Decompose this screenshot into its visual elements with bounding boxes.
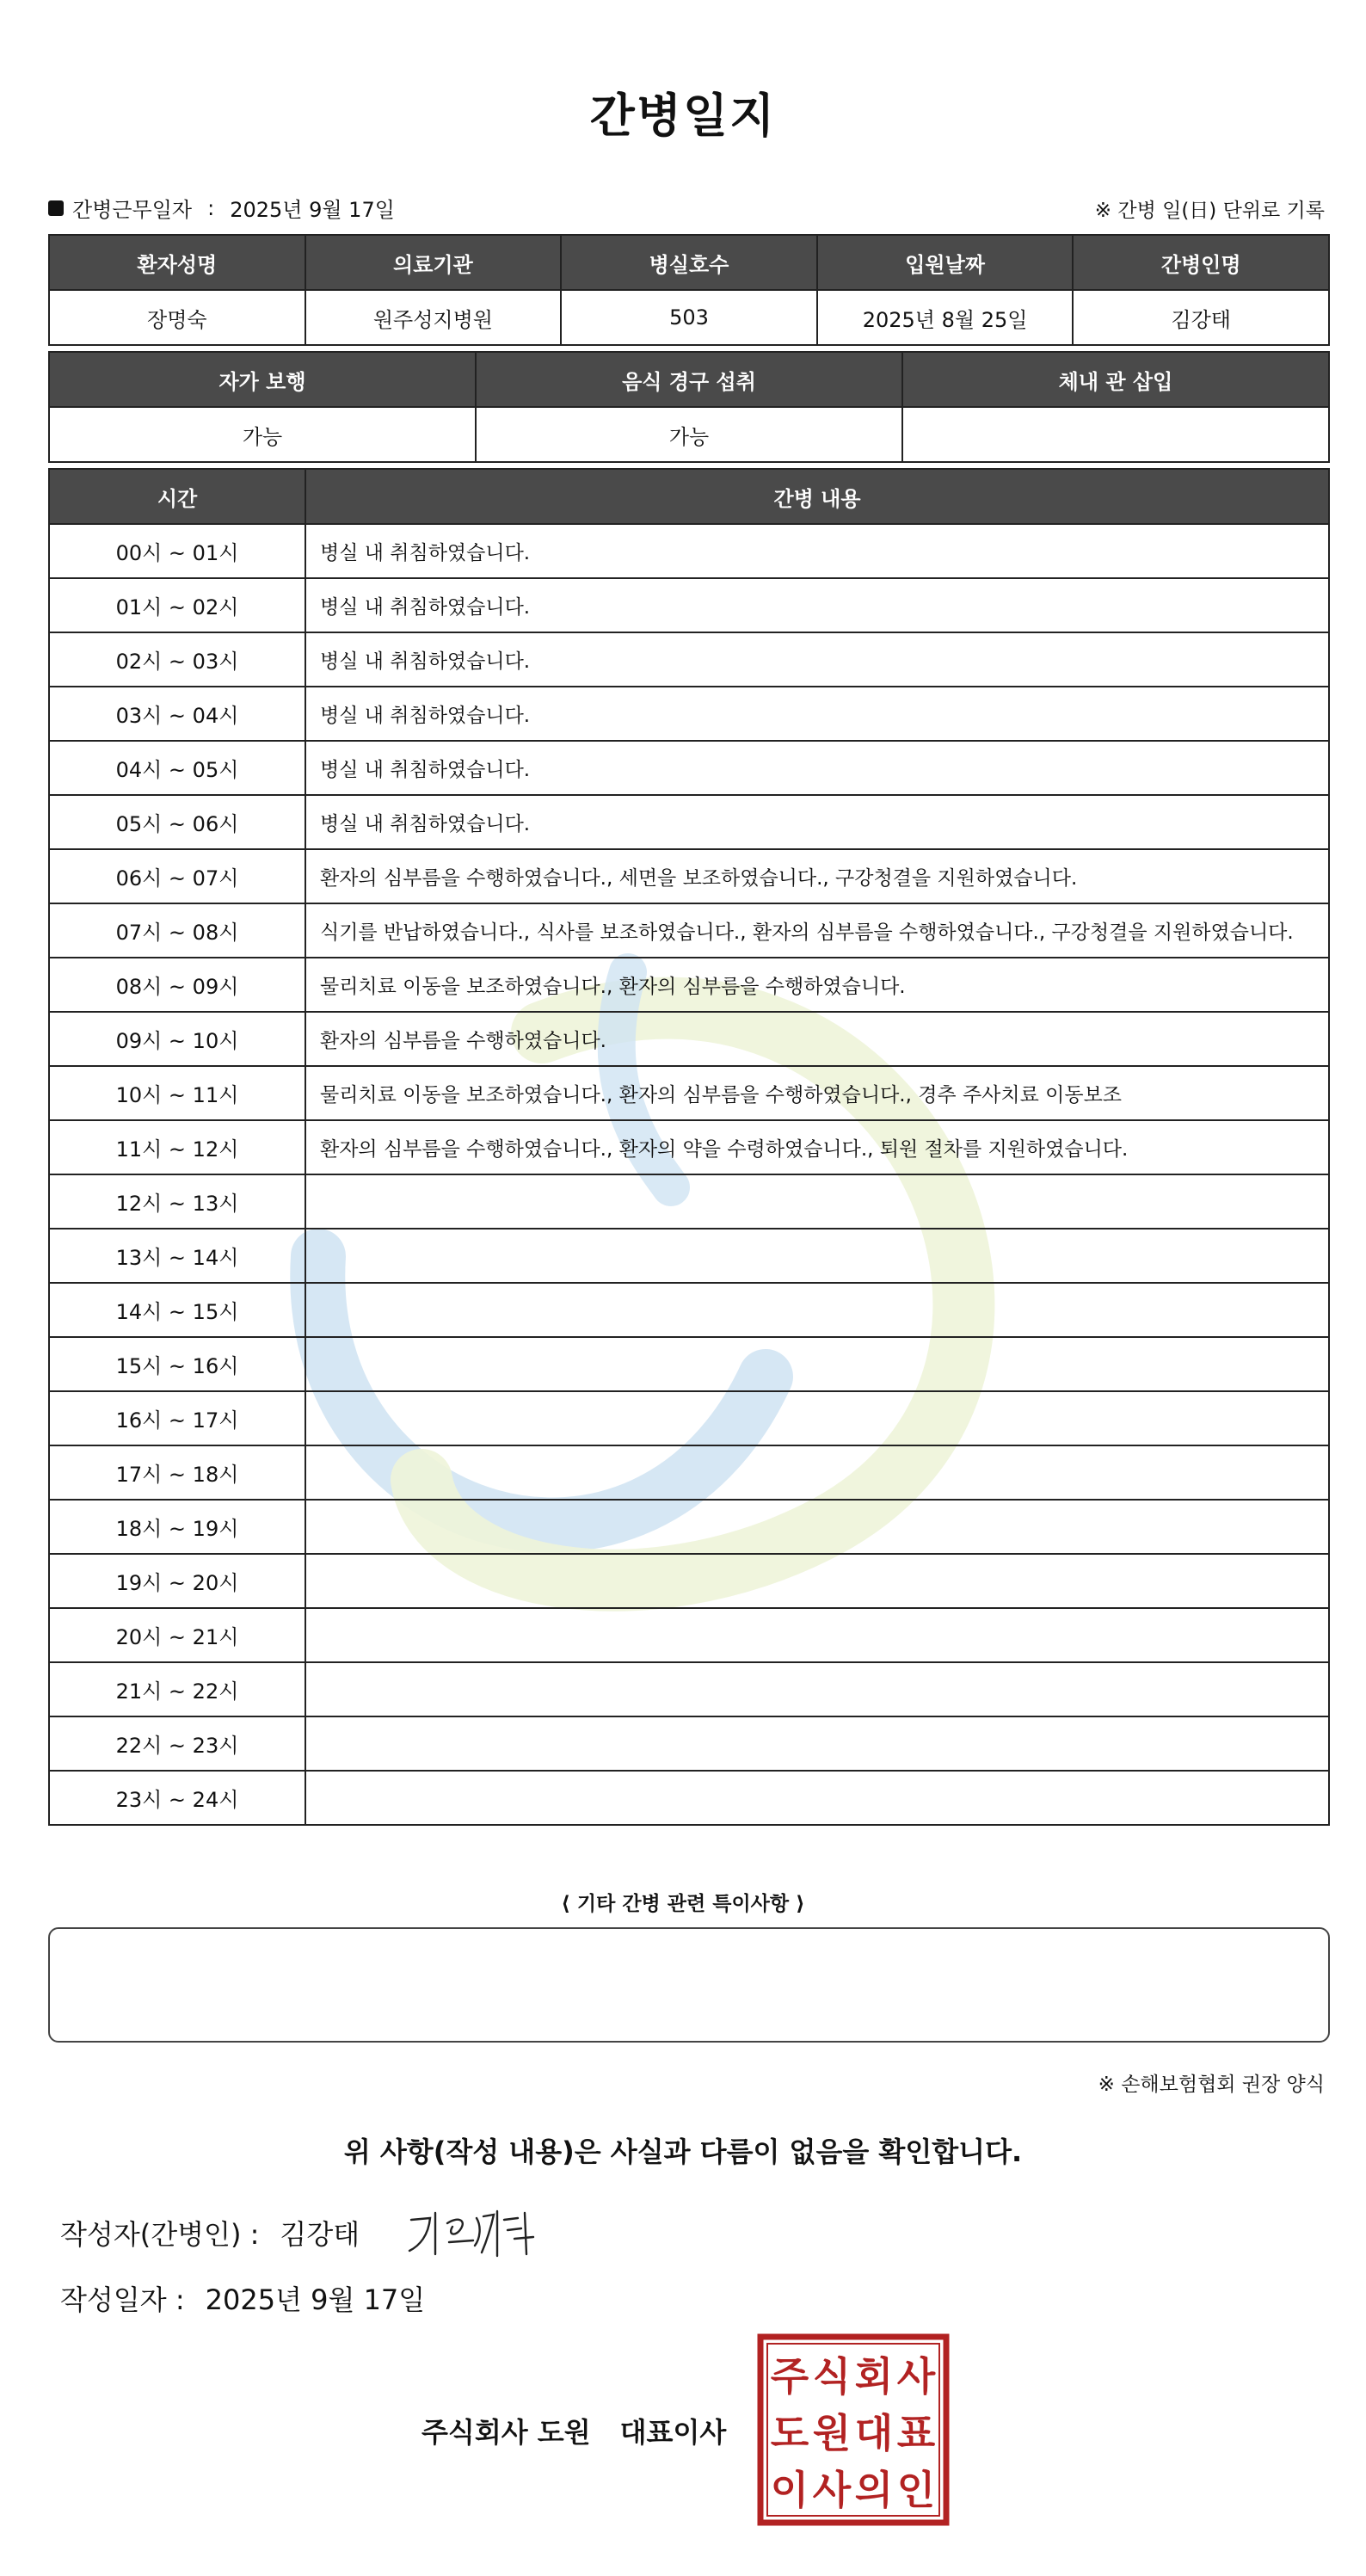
table-row bbox=[49, 632, 1329, 687]
table-row bbox=[49, 1174, 1329, 1229]
log-time: 11시 ~ 12시 bbox=[49, 1120, 305, 1174]
log-time: 22시 ~ 23시 bbox=[49, 1716, 305, 1771]
table-row bbox=[49, 1012, 1329, 1066]
log-content bbox=[305, 1283, 1329, 1337]
log-time: 18시 ~ 19시 bbox=[49, 1500, 305, 1554]
work-date-value: 2025년 9월 17일 bbox=[230, 198, 395, 222]
log-time: 21시 ~ 22시 bbox=[49, 1662, 305, 1716]
log-content: 병실 내 취침하였습니다. bbox=[305, 687, 1329, 741]
log-content: 물리치료 이동을 보조하였습니다., 환자의 심부름을 수행하였습니다., 경추 주사치료 이동보조 bbox=[305, 1066, 1329, 1120]
care-log-table bbox=[48, 468, 1330, 1826]
seal-char: 의 bbox=[854, 2467, 894, 2513]
write-date-label: 작성일자 : bbox=[60, 2283, 185, 2316]
seal-char: 대 bbox=[854, 2410, 894, 2456]
log-time: 16시 ~ 17시 bbox=[49, 1391, 305, 1445]
log-time: 13시 ~ 14시 bbox=[49, 1229, 305, 1283]
seal-char: 사 bbox=[812, 2467, 852, 2513]
confirmation-statement: 위 사항(작성 내용)은 사실과 다름이 없음을 확인합니다. bbox=[343, 2135, 1023, 2168]
header-patient-name: 환자성명 bbox=[49, 235, 305, 290]
table-row bbox=[49, 1283, 1329, 1337]
self-walking: 가능 bbox=[49, 407, 476, 462]
log-content bbox=[305, 1391, 1329, 1445]
header-care-content: 간병 내용 bbox=[305, 469, 1329, 524]
header-tube-insertion: 체내 관 삽입 bbox=[902, 352, 1329, 407]
handwritten-signature bbox=[404, 2201, 551, 2261]
hospital: 원주성지병원 bbox=[305, 290, 562, 345]
header-oral-intake: 음식 경구 섭취 bbox=[476, 352, 902, 407]
seal-char: 원 bbox=[812, 2410, 852, 2456]
table-row bbox=[49, 1554, 1329, 1608]
room-number: 503 bbox=[561, 290, 817, 345]
log-time: 10시 ~ 11시 bbox=[49, 1066, 305, 1120]
table-row bbox=[49, 1229, 1329, 1283]
square-bullet-icon bbox=[48, 200, 64, 216]
patient-name: 장명숙 bbox=[49, 290, 305, 345]
log-content bbox=[305, 1662, 1329, 1716]
table-row bbox=[49, 741, 1329, 795]
header-time: 시간 bbox=[49, 469, 305, 524]
log-time: 07시 ~ 08시 bbox=[49, 903, 305, 958]
log-time: 00시 ~ 01시 bbox=[49, 524, 305, 578]
table-row bbox=[49, 1120, 1329, 1174]
log-time: 19시 ~ 20시 bbox=[49, 1554, 305, 1608]
table-row bbox=[49, 1771, 1329, 1825]
log-time: 14시 ~ 15시 bbox=[49, 1283, 305, 1337]
company-seal-stamp bbox=[757, 2333, 950, 2526]
table-row bbox=[49, 1445, 1329, 1500]
seal-char: 도 bbox=[770, 2410, 809, 2456]
seal-char: 식 bbox=[812, 2353, 852, 2400]
seal-char: 사 bbox=[896, 2353, 936, 2400]
work-date-label: 간병근무일자 bbox=[72, 198, 193, 222]
log-content bbox=[305, 1337, 1329, 1391]
special-notes-title: ⟨ 기타 간병 관련 특이사항 ⟩ bbox=[561, 1893, 805, 1915]
special-notes-box bbox=[48, 1927, 1330, 2043]
log-time: 01시 ~ 02시 bbox=[49, 578, 305, 632]
tube-insertion bbox=[902, 407, 1329, 462]
log-time: 23시 ~ 24시 bbox=[49, 1771, 305, 1825]
log-time: 20시 ~ 21시 bbox=[49, 1608, 305, 1662]
table-row bbox=[49, 1066, 1329, 1120]
log-time: 04시 ~ 05시 bbox=[49, 741, 305, 795]
log-time: 06시 ~ 07시 bbox=[49, 849, 305, 903]
document-title: 간병일지 bbox=[589, 89, 777, 143]
log-content bbox=[305, 1716, 1329, 1771]
author-row bbox=[60, 2213, 360, 2252]
header-room-number: 병실호수 bbox=[561, 235, 817, 290]
log-content bbox=[305, 1229, 1329, 1283]
table-row bbox=[49, 1662, 1329, 1716]
patient-status-table bbox=[48, 351, 1330, 463]
seal-char: 표 bbox=[896, 2410, 936, 2456]
table-row bbox=[49, 1391, 1329, 1445]
table-row bbox=[49, 903, 1329, 958]
log-content bbox=[305, 1771, 1329, 1825]
log-content bbox=[305, 1174, 1329, 1229]
log-time: 09시 ~ 10시 bbox=[49, 1012, 305, 1066]
work-date bbox=[48, 193, 395, 223]
header-hospital: 의료기관 bbox=[305, 235, 562, 290]
header-admission-date: 입원날짜 bbox=[817, 235, 1074, 290]
write-date-row bbox=[60, 2278, 425, 2318]
table-row bbox=[49, 524, 1329, 578]
seal-char: 이 bbox=[770, 2467, 809, 2513]
log-content: 환자의 심부름을 수행하였습니다., 세면을 보조하였습니다., 구강청결을 지원하였습니다. bbox=[305, 849, 1329, 903]
log-time: 12시 ~ 13시 bbox=[49, 1174, 305, 1229]
log-content: 병실 내 취침하였습니다. bbox=[305, 578, 1329, 632]
log-content bbox=[305, 1554, 1329, 1608]
log-time: 05시 ~ 06시 bbox=[49, 795, 305, 849]
table-row bbox=[49, 1716, 1329, 1771]
author-name: 김강태 bbox=[280, 2218, 360, 2251]
header-self-walking: 자가 보행 bbox=[49, 352, 476, 407]
admission-date: 2025년 8월 25일 bbox=[817, 290, 1074, 345]
table-row bbox=[49, 578, 1329, 632]
log-content bbox=[305, 1608, 1329, 1662]
log-time: 08시 ~ 09시 bbox=[49, 958, 305, 1012]
table-row bbox=[49, 1337, 1329, 1391]
log-content: 식기를 반납하였습니다., 식사를 보조하였습니다., 환자의 심부름을 수행하였습니다., 구강청결을 지원하였습니다. bbox=[305, 903, 1329, 958]
log-content: 병실 내 취침하였습니다. bbox=[305, 795, 1329, 849]
log-content: 병실 내 취침하였습니다. bbox=[305, 632, 1329, 687]
table-row bbox=[49, 687, 1329, 741]
seal-char: 회 bbox=[854, 2353, 894, 2400]
log-time: 03시 ~ 04시 bbox=[49, 687, 305, 741]
log-content bbox=[305, 1445, 1329, 1500]
log-time: 17시 ~ 18시 bbox=[49, 1445, 305, 1500]
caregiver-name: 김강태 bbox=[1073, 290, 1329, 345]
table-row bbox=[49, 1500, 1329, 1554]
log-time: 15시 ~ 16시 bbox=[49, 1337, 305, 1391]
unit-note: ※ 간병 일(日) 단위로 기록 bbox=[1094, 200, 1325, 222]
seal-char: 주 bbox=[770, 2353, 809, 2400]
oral-intake: 가능 bbox=[476, 407, 902, 462]
company-name: 주식회사 도원 bbox=[421, 2416, 591, 2449]
write-date: 2025년 9월 17일 bbox=[205, 2283, 426, 2316]
company-signature-line bbox=[421, 2411, 726, 2450]
table-row bbox=[49, 958, 1329, 1012]
log-content: 환자의 심부름을 수행하였습니다. bbox=[305, 1012, 1329, 1066]
log-content: 병실 내 취침하였습니다. bbox=[305, 524, 1329, 578]
header-caregiver-name: 간병인명 bbox=[1073, 235, 1329, 290]
log-content: 환자의 심부름을 수행하였습니다., 환자의 약을 수령하였습니다., 퇴원 절차를 지원하였습니다. bbox=[305, 1120, 1329, 1174]
log-time: 02시 ~ 03시 bbox=[49, 632, 305, 687]
table-row bbox=[49, 795, 1329, 849]
table-row bbox=[49, 849, 1329, 903]
company-title: 대표이사 bbox=[619, 2416, 727, 2449]
table-row bbox=[49, 1608, 1329, 1662]
log-content bbox=[305, 1500, 1329, 1554]
author-label: 작성자(간병인) : bbox=[60, 2218, 260, 2251]
seal-char: 인 bbox=[896, 2467, 936, 2513]
work-date-sep: : bbox=[207, 195, 215, 220]
recommend-note: ※ 손해보험협회 권장 양식 bbox=[1098, 2074, 1325, 2096]
log-content: 병실 내 취침하였습니다. bbox=[305, 741, 1329, 795]
log-content: 물리치료 이동을 보조하였습니다., 환자의 심부름을 수행하였습니다. bbox=[305, 958, 1329, 1012]
patient-info-table bbox=[48, 234, 1330, 346]
